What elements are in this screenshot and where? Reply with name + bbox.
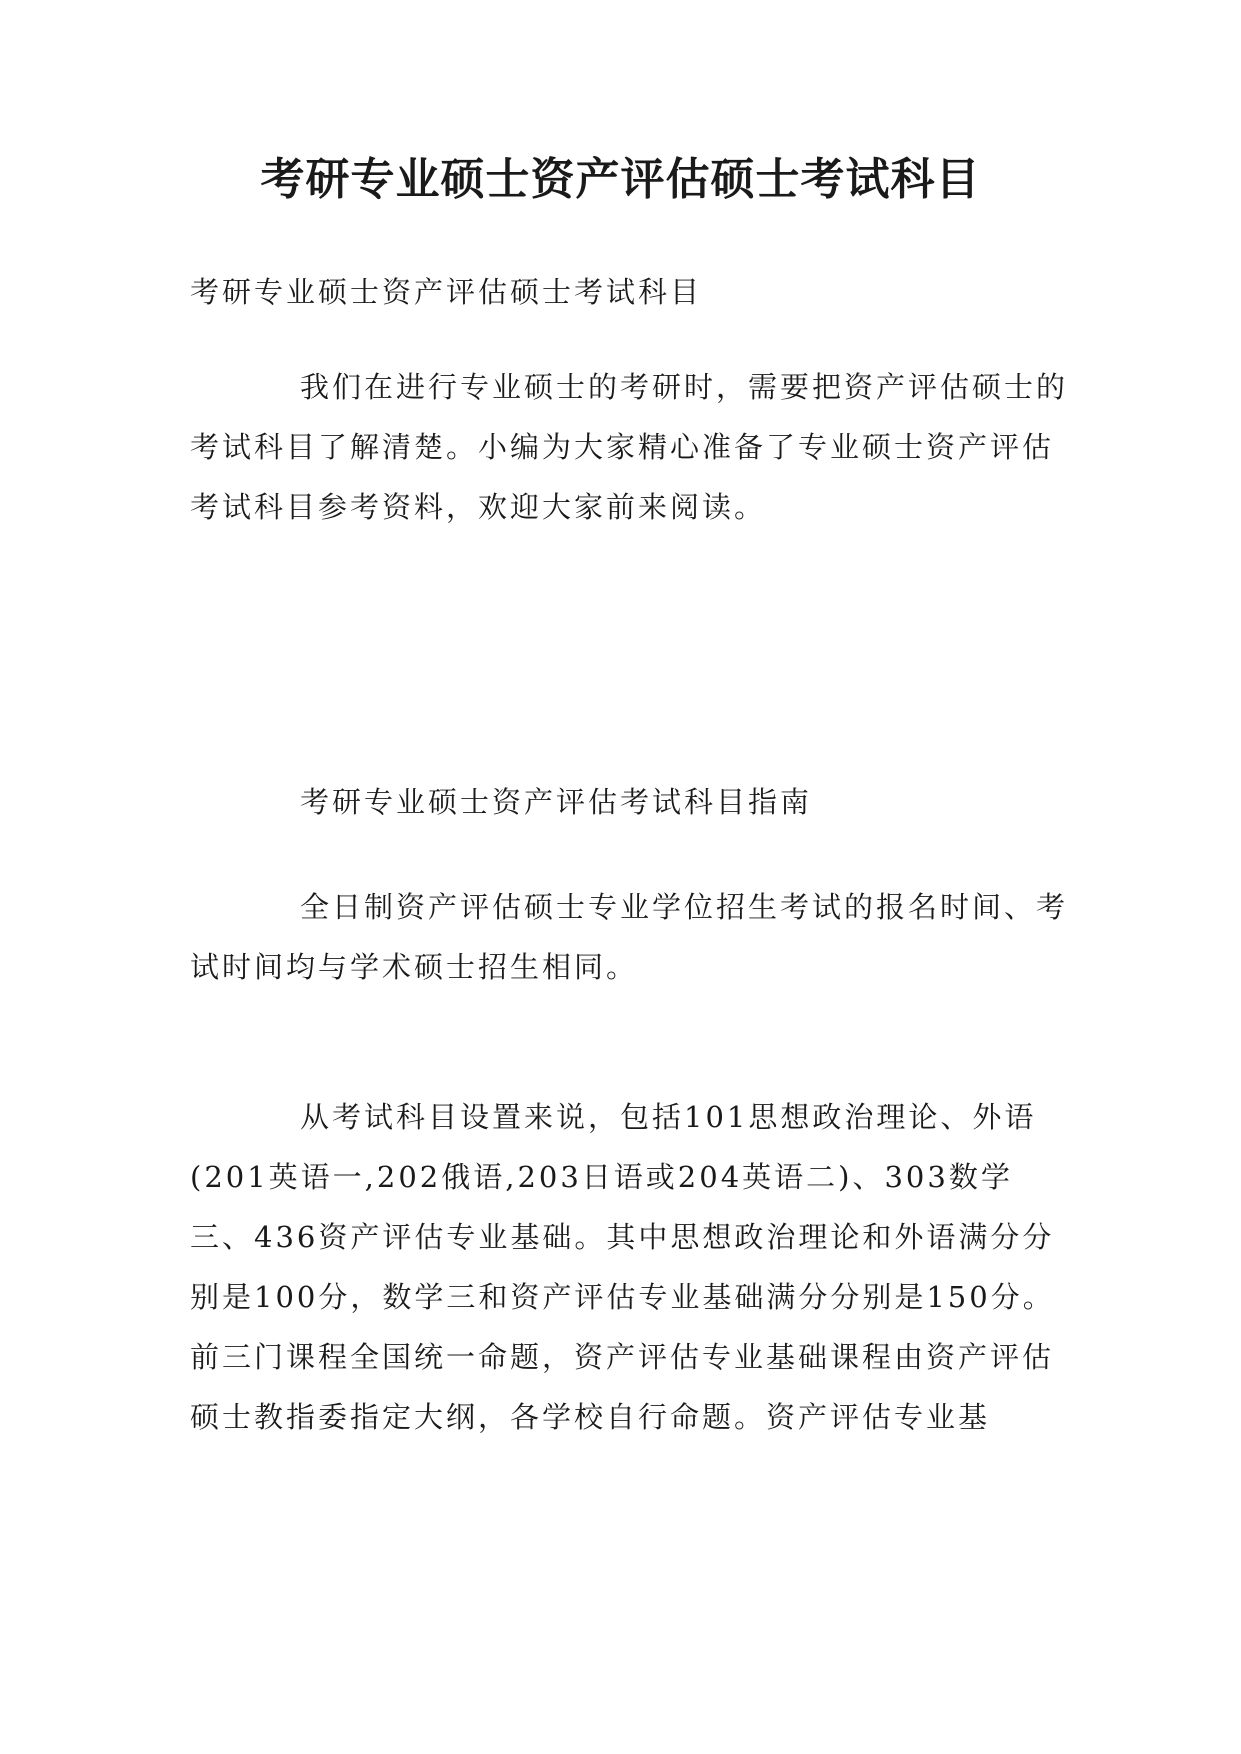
document-subtitle: 考研专业硕士资产评估硕士考试科目 xyxy=(190,275,703,309)
paragraph-exam-subjects: 从考试科目设置来说，包括101思想政治理论、外语(201英语一,202俄语,203日语或204英语二)、303数学三、436资产评估专业基础。其中思想政治理论和外语满分分别是100分，数学三和资产评估专业基础满分分别是150分。前三门课程全国统一命题，资产评估专业基础课程由资产评估硕士教指委指定大纲，各学校自行命题。资产评估专业基 xyxy=(190,1100,1055,1434)
section-heading: 考研专业硕士资产评估考试科目指南 xyxy=(300,785,813,819)
intro-paragraph: 我们在进行专业硕士的考研时，需要把资产评估硕士的考试科目了解清楚。小编为大家精心准备了专业硕士资产评估考试科目参考资料，欢迎大家前来阅读。 xyxy=(190,370,1069,524)
document-title: 考研专业硕士资产评估硕士考试科目 xyxy=(260,154,981,205)
paragraph-registration: 全日制资产评估硕士专业学位招生考试的报名时间、考试时间均与学术硕士招生相同。 xyxy=(190,890,1069,984)
